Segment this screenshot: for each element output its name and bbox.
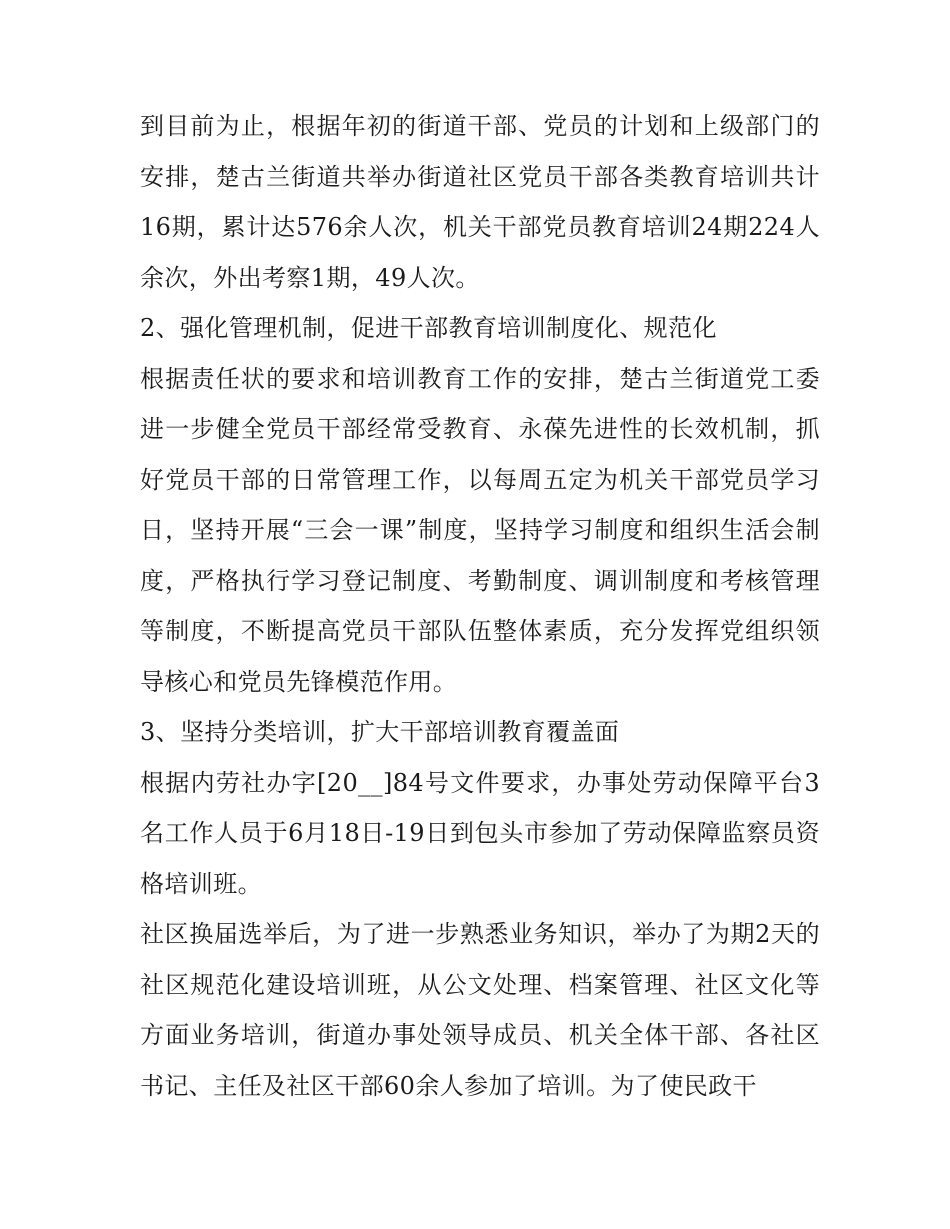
paragraph-community-training: 社区换届选举后，为了进一步熟悉业务知识，举办了为期2天的社区规范化建设培训班，从公文处理、档案管理、社区文化等方面业务培训，街道办事处领导成员、机关全体干部、各社区书记、主任及社区干部60余人参加了培训。为了使民政干 bbox=[140, 920, 820, 1100]
document-body bbox=[140, 101, 820, 1111]
heading-management-mechanism: 2、强化管理机制，促进干部教育培训制度化、规范化 bbox=[140, 314, 717, 342]
paragraph-labor-security-training: 根据内劳社办字[20__]84号文件要求，办事处劳动保障平台3名工作人员于6月18日-19日到包头市参加了劳动保障监察员资格培训班。 bbox=[140, 768, 820, 898]
paragraph-training-summary: 到目前为止，根据年初的街道干部、党员的计划和上级部门的安排，楚古兰街道共举办街道社区党员干部各类教育培训共计16期，累计达576余人次，机关干部党员教育培训24期224人余次，外出考察1期，49人次。 bbox=[140, 112, 820, 292]
paragraph-management-mechanism: 根据责任状的要求和培训教育工作的安排，楚古兰街道党工委进一步健全党员干部经常受教育、永葆先进性的长效机制，抓好党员干部的日常管理工作，以每周五定为机关干部党员学习日，坚持开展“三会一课”制度，坚持学习制度和组织生活会制度，严格执行学习登记制度、考勤制度、调训制度和考核管理等制度，不断提高党员干部队伍整体素质，充分发挥党组织领导核心和党员先锋模范作用。 bbox=[140, 364, 820, 696]
heading-classified-training: 3、坚持分类培训，扩大干部培训教育覆盖面 bbox=[140, 718, 620, 746]
